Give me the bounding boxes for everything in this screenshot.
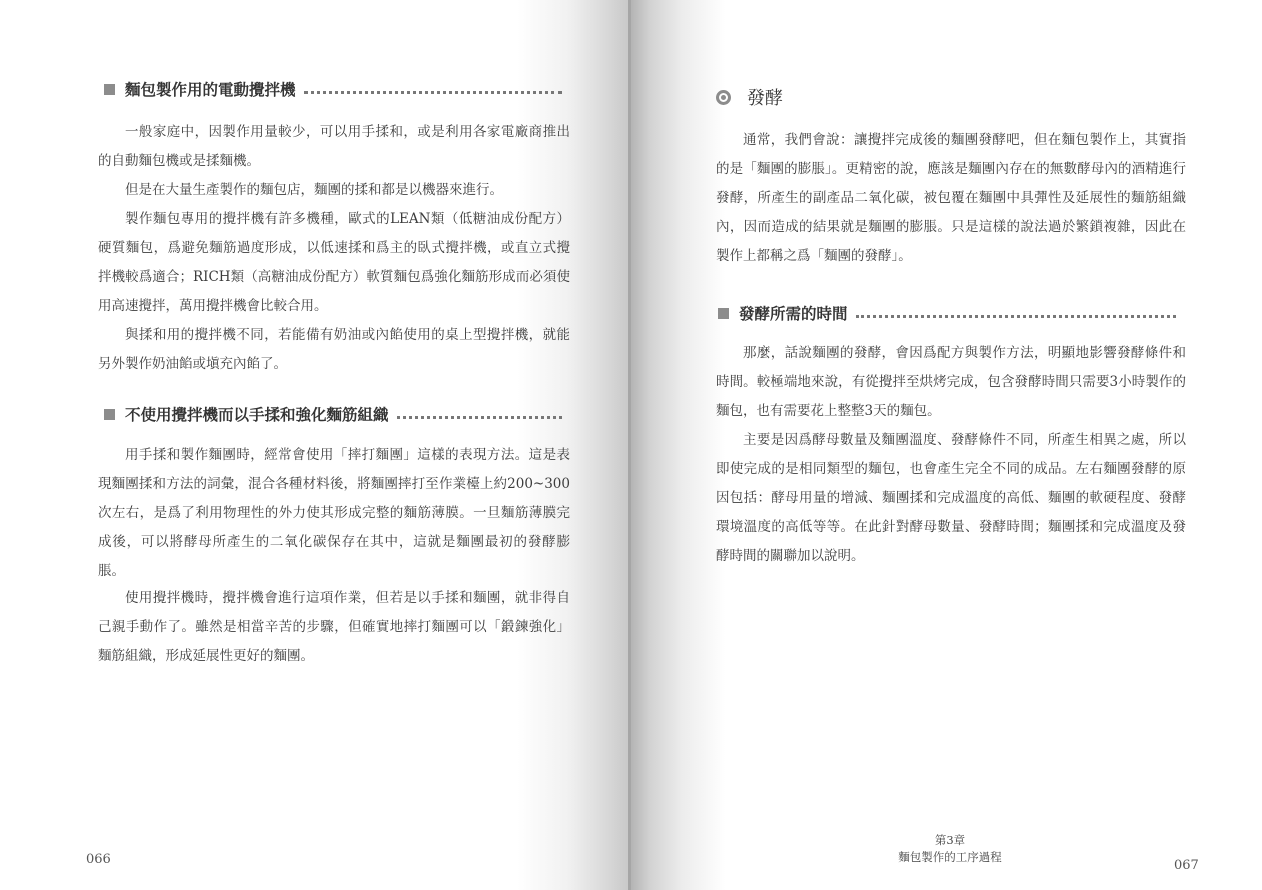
body-paragraph: 使用攪拌機時，攪拌機會進行這項作業，但若是以手揉和麵團，就非得自己親手動作了。雖然是相當辛苦的步驟，但確實地摔打麵團可以「鍛鍊強化」麵筋組織，形成延展性更好的麵團。	[98, 590, 570, 664]
chapter-section-title-text: 發酵	[747, 88, 783, 109]
dotted-leader	[397, 416, 562, 419]
dotted-leader	[304, 91, 562, 94]
section-heading-text: 不使用攪拌機而以手揉和強化麵筋組織	[125, 406, 389, 424]
chapter-title: 麵包製作的工序過程	[898, 850, 1002, 864]
ring-bullet-icon	[716, 90, 731, 105]
body-paragraph: 用手揉和製作麵團時，經常會使用「摔打麵團」這樣的表現方法。這是表現麵團揉和方法的詞彙，混合各種材料後，將麵團摔打至作業檯上約200~300次左右，是爲了利用物理性的外力使其形成完整的麵筋薄膜。一旦麵筋薄膜完成後，可以將酵母所產生的二氧化碳保存在其中，這就是麵團最初的發酵膨脹。	[98, 447, 570, 579]
body-paragraph: 通常，我們會說：讓攪拌完成後的麵團發酵吧，但在麵包製作上，其實指的是「麵團的膨脹」。更精密的說，應該是麵團內存在的無數酵母內的酒精進行發酵，所產生的副產品二氧化碳，被包覆在麵團中具彈性及延展性的麵筋組織內，因而造成的結果就是麵團的膨脹。只是這樣的說法過於繁鎖複雜，因此在製作上都稱之爲「麵團的發酵」。	[716, 132, 1186, 264]
chapter-label: 第3章	[934, 833, 966, 847]
section-heading-hand-kneading	[104, 403, 562, 425]
body-paragraph: 一般家庭中，因製作用量較少，可以用手揉和，或是利用各家電廠商推出的自動麵包機或是揉麵機。	[98, 124, 570, 169]
body-paragraph: 與揉和用的攪拌機不同，若能備有奶油或內餡使用的桌上型攪拌機，就能另外製作奶油餡或塡充內餡了。	[98, 327, 570, 372]
section-heading-fermentation-time	[718, 302, 1176, 324]
body-paragraph: 主要是因爲酵母數量及麵團溫度、發酵條件不同，所產生相異之處，所以即使完成的是相同類型的麵包，也會產生完全不同的成品。左右麵團發酵的原因包括：酵母用量的增減、麵團揉和完成溫度的高低、麵團的軟硬程度、發酵環境溫度的高低等等。在此針對酵母數量、發酵時間；麵團揉和完成溫度及發酵時間的關聯加以說明。	[716, 432, 1186, 564]
page-number: 067	[1174, 858, 1199, 873]
dotted-leader	[856, 315, 1176, 318]
body-paragraph: 製作麵包專用的攪拌機有許多機種，歐式的LEAN類（低糖油成份配方）硬質麵包，爲避免麵筋過度形成，以低速揉和爲主的臥式攪拌機，或直立式攪拌機較爲適合；RICH類（高糖油成份配方）軟質麵包爲強化麵筋形成而必須使用高速攪拌，萬用攪拌機會比較合用。	[98, 211, 570, 314]
body-paragraph: 那麼，話說麵團的發酵，會因爲配方與製作方法，明顯地影響發酵條件和時間。較極端地來說，有從攪拌至烘烤完成，包含發酵時間只需要3小時製作的麵包，也有需要花上整整3天的麵包。	[716, 345, 1186, 419]
section-heading-text: 發酵所需的時間	[739, 305, 848, 323]
square-bullet-icon	[104, 409, 115, 420]
running-footer	[880, 832, 1020, 866]
square-bullet-icon	[718, 308, 729, 319]
body-paragraph: 但是在大量生產製作的麵包店，麵團的揉和都是以機器來進行。	[125, 182, 503, 198]
section-heading-electric-mixer	[104, 78, 562, 100]
section-heading-text: 麵包製作用的電動攪拌機	[125, 81, 296, 99]
chapter-section-title	[716, 84, 783, 110]
square-bullet-icon	[104, 84, 115, 95]
page-number: 066	[86, 852, 111, 867]
